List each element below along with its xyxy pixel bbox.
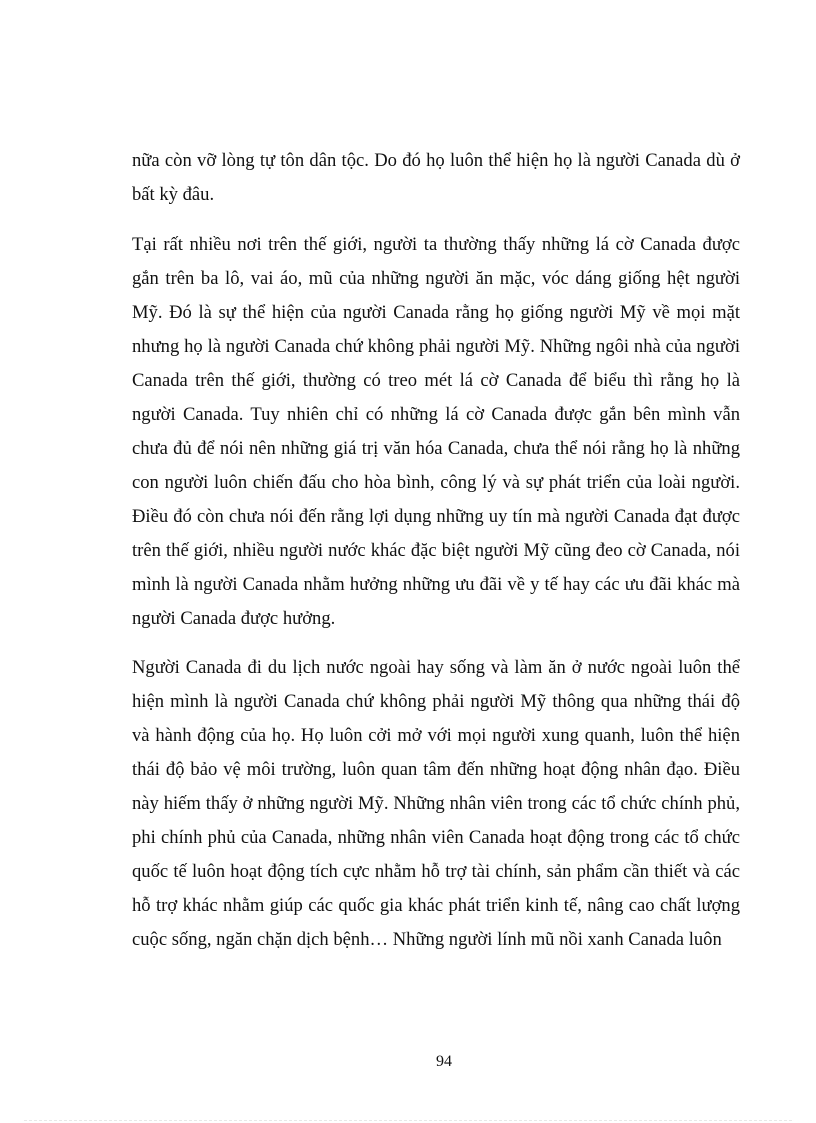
paragraph-3: Người Canada đi du lịch nước ngoài hay sống và làm ăn ở nước ngoài luôn thể hiện mình là người Canada chứ không phải người Mỹ thông qua những thái độ và hành động của họ. Họ luôn cởi mở với mọi người xung quanh, luôn thể hiện thái độ bảo vệ môi trường, luôn quan tâm đến những hoạt động nhân đạo. Điều này hiếm thấy ở những người Mỹ. Những nhân viên trong các tổ chức chính phủ, phi chính phủ của Canada, những nhân viên Canada hoạt động trong các tổ chức quốc tế luôn hoạt động tích cực nhằm hỗ trợ tài chính, sản phẩm cần thiết và các hỗ trợ khác nhằm giúp các quốc gia khác phát triển kinh tế, nâng cao chất lượng cuộc sống, ngăn chặn dịch bệnh… Những người lính mũ nồi xanh Canada luôn (132, 657, 740, 950)
body-text (132, 144, 740, 972)
paragraph-2: Tại rất nhiều nơi trên thế giới, người ta thường thấy những lá cờ Canada được gắn trên ba lô, vai áo, mũ của những người ăn mặc, vóc dáng giống hệt người Mỹ. Đó là sự thể hiện của người Canada rằng họ giống người Mỹ về mọi mặt nhưng họ là người Canada chứ không phải người Mỹ. Những ngôi nhà của người Canada trên thế giới, thường có treo mét lá cờ Canada để biểu thì rằng họ là người Canada. Tuy nhiên chỉ có những lá cờ Canada được gắn bên mình vẫn chưa đủ để nói nên những giá trị văn hóa Canada, chưa thể nói rằng họ là những con người luôn chiến đấu cho hòa bình, công lý và sự phát triển của loài người. Điều đó còn chưa nói đến rằng lợi dụng những uy tín mà người Canada đạt được trên thế giới, nhiều người nước khác đặc biệt người Mỹ cũng đeo cờ Canada, nói mình là người Canada nhằm hưởng những ưu đãi về y tế hay các ưu đãi khác mà người Canada được hưởng. (132, 234, 740, 629)
page-bottom-divider (24, 1120, 792, 1121)
paragraph-1: nữa còn vỡ lòng tự tôn dân tộc. Do đó họ luôn thể hiện họ là người Canada dù ở bất kỳ đâu. (132, 150, 740, 205)
page-number: 94 (436, 1053, 452, 1070)
